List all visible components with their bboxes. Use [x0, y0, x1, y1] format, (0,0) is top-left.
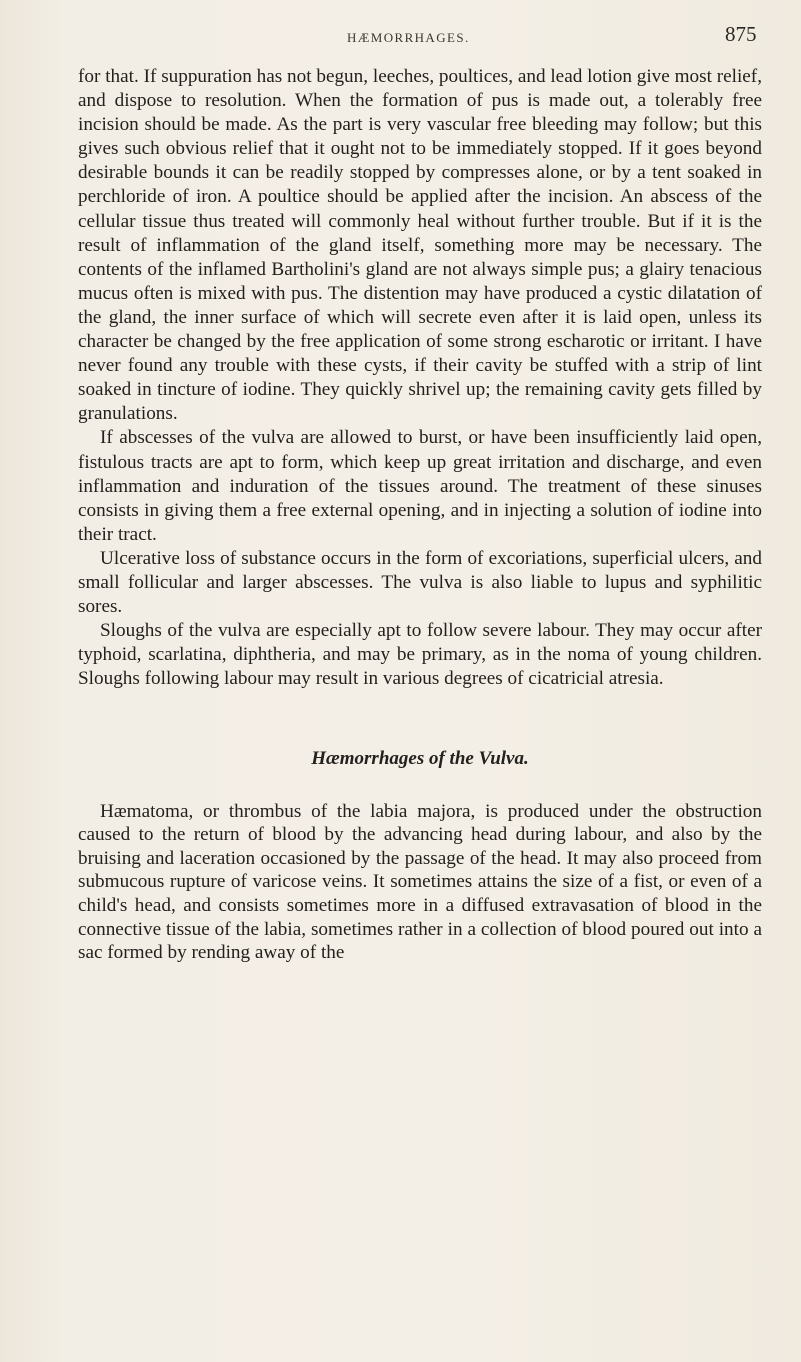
paragraph-ulcerative-loss: Ulcerative loss of substance occurs in the form of excoriations, superficial ulcers, and small follicular and larger abscesses. The vulva is also liable to lupus and syphilitic sores.	[78, 547, 762, 618]
page-number: 875	[725, 22, 757, 46]
body-text	[78, 65, 762, 965]
paragraph-fistulous-tracts: If abscesses of the vulva are allowed to burst, or have been insufficiently laid open, fistulous tracts are apt to form, which keep up great irritation and discharge, and even inflammation and induration of the tissues around. The treatment of these sinuses consists in giving them a free external opening, and in injecting a solution of iodine into their tract.	[78, 427, 762, 545]
paragraph-haematoma: Hæmatoma, or thrombus of the labia majora, is produced under the obstruction caused to the return of blood by the advancing head during labour, and also by the bruising and laceration occasioned by the passage of the head. It may also proceed from submucous rupture of varicose veins. It sometimes attains the size of a fist, or even of a child's head, and consists sometimes more in a diffused extravasation of blood in the connective tissue of the labia, sometimes rather in a collection of blood poured out into a sac formed by rending away of the	[78, 800, 762, 964]
section-heading: Hæmorrhages of the Vulva.	[311, 748, 529, 770]
running-head-title: HÆMORRHAGES.	[347, 30, 470, 45]
paragraph-suppuration: for that. If suppuration has not begun, leeches, poultices, and lead lotion give most relief, and dispose to resolution. When the formation of pus is made out, a tolerably free incision should be made. As the part is very vascular free bleeding may follow; but this gives such obvious relief that it ought not to be immediately stopped. If it goes beyond desirable bounds it can be readily stopped by compresses alone, or by a tent soaked in perchloride of iron. A poultice should be applied after the incision. An abscess of the cellular tissue thus treated will commonly heal without further trouble. But if it is the result of inflammation of the gland itself, something more may be necessary. The contents of the inflamed Bartholini's gland are not always simple pus; a glairy tenacious mucus often is mixed with pus. The distention may have produced a cystic dilatation of the gland, the inner surface of which will secrete even after it is laid open, unless its character be changed by the free application of some strong escharotic or irritant. I have never found any trouble with these cysts, if their cavity be stuffed with a strip of lint soaked in tincture of iodine. They quickly shrivel up; the remaining cavity gets filled by granulations.	[78, 66, 762, 425]
paragraph-sloughs: Sloughs of the vulva are especially apt to follow severe labour. They may occur after typhoid, scarlatina, diphtheria, and may be primary, as in the noma of young children. Sloughs following labour may result in various degrees of cicatricial atresia.	[78, 620, 762, 690]
running-head	[0, 22, 801, 52]
